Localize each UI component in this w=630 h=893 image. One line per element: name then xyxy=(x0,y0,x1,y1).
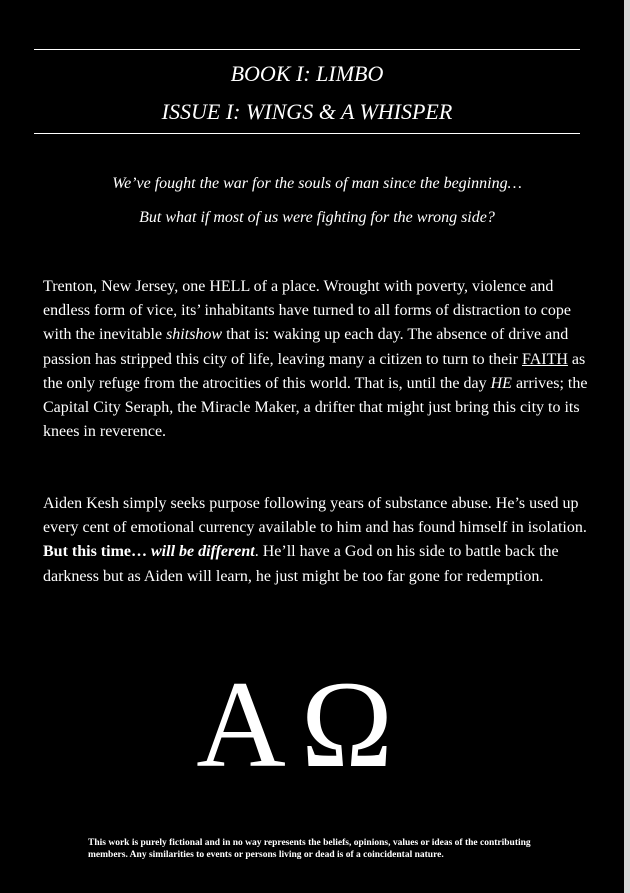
synopsis-paragraph-2 xyxy=(43,492,591,589)
tagline-line-1: We’ve fought the war for the souls of man since the beginning… xyxy=(112,175,522,192)
disclaimer: This work is purely fictional and in no way represents the beliefs, opinions, values or ideas of the contributing members. Any similarities to events or persons living or dead is of a coincidental nature. xyxy=(88,838,531,860)
p2-text-2: . He’ll have a God on his side to battle back the darkness but as Aiden will learn, he just might be too far gone for redemption. xyxy=(43,543,559,585)
logo-alpha: A xyxy=(196,666,286,776)
p1-text-1: Trenton, New Jersey, one HELL of a place. Wrought with poverty, violence and endless form of vice, its’ inhabitants have turned to all forms of distraction to cope with the inevitable xyxy=(43,278,572,344)
p1-text-2: that is: waking up each day. The absence of drive and passion has stripped this city of life, leaving many a citizen to turn to their xyxy=(43,326,569,368)
book-title: BOOK I: LIMBO xyxy=(230,61,384,86)
alpha-omega-logo xyxy=(183,666,405,776)
page-edge xyxy=(624,0,630,893)
tagline-line-2: But what if most of us were fighting for the wrong side? xyxy=(139,209,495,226)
p1-emphasis-shitshow: shitshow xyxy=(166,326,223,344)
p1-text-4: arrives; the Capital City Seraph, the Miracle Maker, a drifter that might just bring this city to its knees in reverence. xyxy=(43,374,588,441)
p1-emphasis-he: HE xyxy=(490,374,512,392)
synopsis-paragraph-1 xyxy=(43,275,591,444)
p2-bold-italic-text: will be different xyxy=(151,543,255,561)
header-top-rule xyxy=(34,49,580,50)
p2-bold-text: But this time… xyxy=(43,543,151,561)
logo-omega: Ω xyxy=(300,666,394,776)
p2-text-1: Aiden Kesh simply seeks purpose following years of substance abuse. He’s used up every cent of emotional currency available to him and has found himself in isolation. xyxy=(43,495,587,537)
issue-title: ISSUE I: WINGS & A WHISPER xyxy=(161,99,453,124)
p1-underline-faith: FAITH xyxy=(522,350,568,368)
header-bottom-rule xyxy=(34,133,580,134)
p1-text-3: as the only refuge from the atrocities of this world. That is, until the day xyxy=(43,350,586,392)
